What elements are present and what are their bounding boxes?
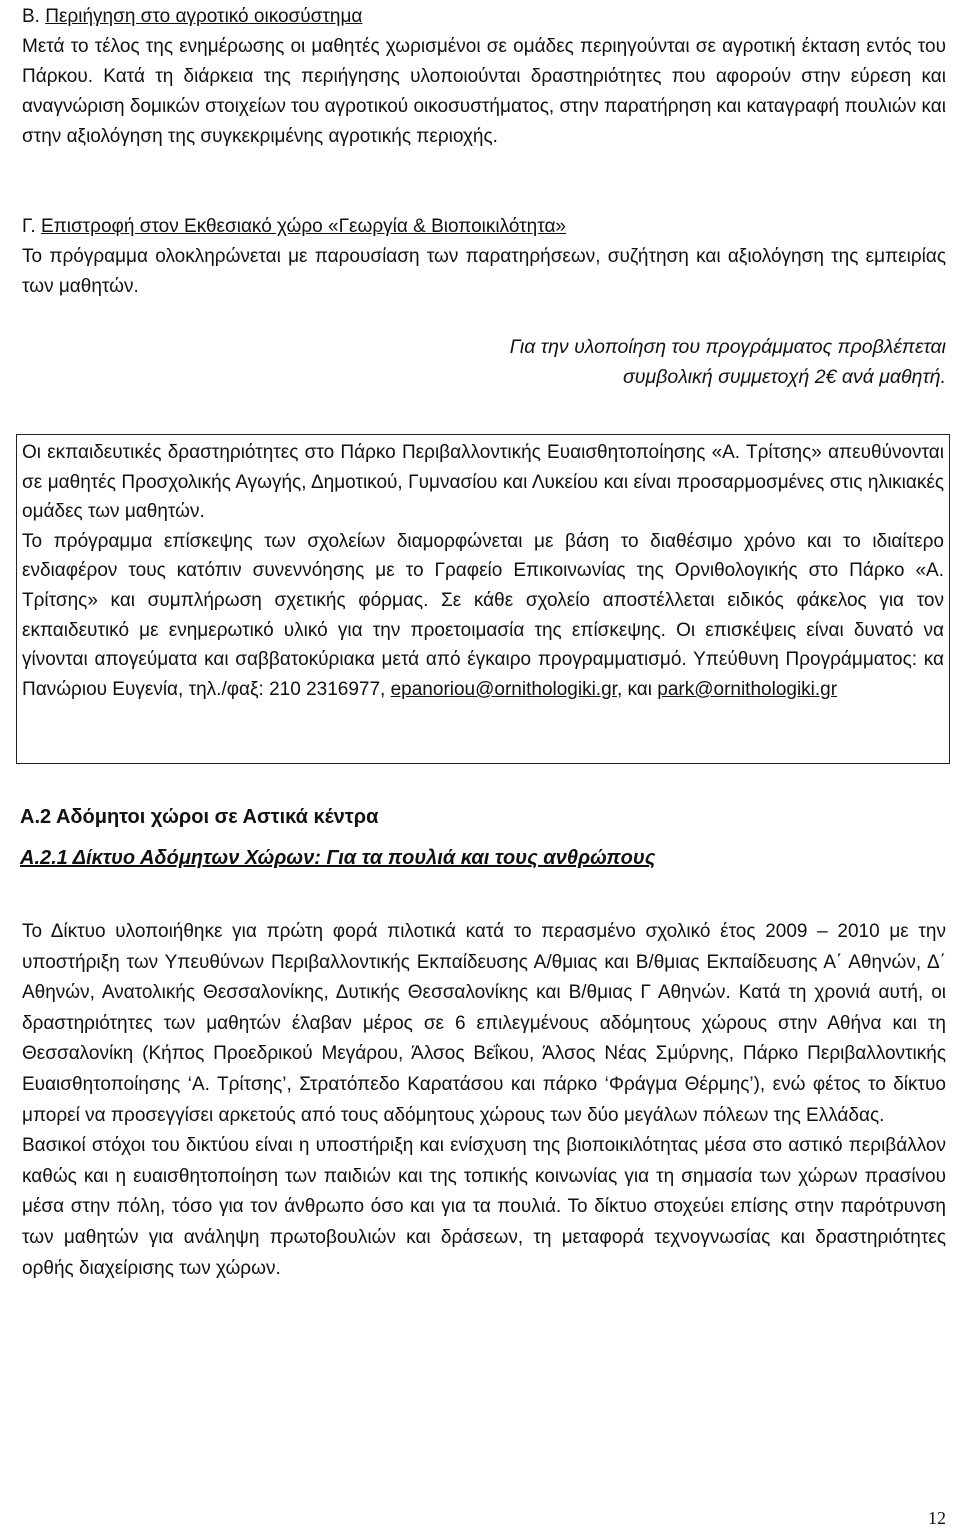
section-a21-para1: Το Δίκτυο υλοποιήθηκε για πρώτη φορά πιλοτικά κατά το περασμένο σχολικό έτος 2009 – 2010 με την υποστήριξη των Υπευθύνων Περιβαλλοντικής Εκπαίδευσης Α/θμιας και Β/θμιας Εκπαίδευσης Α΄ Αθηνών, Δ΄ Αθηνών, Ανατολικής Θεσσαλονίκης, Δυτικής Θεσσαλονίκης και Β/θμιας Γ Αθηνών. Κατά τη χρονιά αυτή, οι δραστηριότητες των μαθητών έλαβαν μέρος σε 6 επιλεγμένους αδόμητους χώρους στην Αθήνα και τη Θεσσαλονίκη (Κήπος Προεδρικού Μεγάρου, Άλσος Βεΐκου, Άλσος Νέας Σμύρνης, Πάρκο Περιβαλλοντικής Ευαισθητοποίησης ‘Α. Τρίτσης’, Στρατόπεδο Καρατάσου και πάρκο ‘Φράγμα Θέρμης’), ενώ φέτος το δίκτυο μπορεί να προσεγγίσει αρκετούς από τους αδόμητους χώρους των δύο μεγάλων πόλεων της Ελλάδας. — [22, 921, 946, 1126]
section-g-label: Γ. — [22, 216, 41, 237]
cost-note-line1: Για την υλοποίηση του προγράμματος προβλέπεται — [509, 336, 946, 358]
section-g — [22, 212, 946, 302]
cost-note — [510, 332, 946, 392]
section-b-heading — [22, 2, 946, 32]
section-g-body: Το πρόγραμμα ολοκληρώνεται με παρουσίαση των παρατηρήσεων, συζήτηση και αξιολόγηση της εμπειρίας των μαθητών. — [22, 246, 946, 297]
cost-note-line2: συμβολική συμμετοχή 2€ ανά μαθητή. — [623, 366, 946, 388]
info-para-program-text: Το πρόγραμμα επίσκεψης των σχολείων διαμορφώνεται με βάση το διαθέσιμο χρόνο και το ιδιαίτερο ενδιαφέρον τους κατόπιν συνεννόησης με το Γραφείο Επικοινωνίας της Ορνιθολογικής στο Πάρκο «Α. Τρίτσης» και συμπλήρωση σχετικής φόρμας. Σε κάθε σχολείο αποστέλλεται ειδικός φάκελος για τον εκπαιδευτικό με ενημερωτικό υλικό για την προετοιμασία της επίσκεψης. Οι επισκέψεις είναι δυνατό να γίνονται απογεύματα και σαββατοκύριακα μετά από έγκαιρο προγραμματισμό. Υπεύθυνη Προγράμματος: κα Πανώριου Ευγενία, τηλ./φαξ: 210 2316977, — [22, 530, 944, 700]
page-number: 12 — [928, 1508, 946, 1528]
email-link-epanoriou[interactable]: epanoriou@ornithologiki.gr — [390, 678, 617, 700]
section-g-heading — [22, 212, 946, 242]
section-b — [22, 2, 946, 152]
section-a21-body — [22, 917, 946, 1284]
section-a2-heading: Α.2 Αδόμητοι χώροι σε Αστικά κέντρα — [20, 806, 379, 828]
section-a21-para2: Βασικοί στόχοι του δικτύου είναι η υποστήριξη και ενίσχυση της βιοποικιλότητας μέσα στο αστικό περιβάλλον καθώς και η ευαισθητοποίηση των παιδιών και της τοπικής κοινωνίας για τη σημασία των χώρων πρασίνου μέσα στην πόλη, τόσο για τον άνθρωπο όσο και για τα πουλιά. Το δίκτυο στοχεύει επίσης στην παρότρυνση των μαθητών για ανάληψη πρωτοβουλιών και δράσεων, τη μεταφορά τεχνογνωσίας και δραστηριότητες ορθής διαχείρισης των χώρων. — [22, 1135, 946, 1279]
section-g-title: Επιστροφή στον Εκθεσιακό χώρο «Γεωργία & Βιοποικιλότητα» — [40, 216, 566, 237]
email-link-park[interactable]: park@ornithologiki.gr — [657, 678, 838, 700]
section-b-title: Περιήγηση στο αγροτικό οικοσύστημα — [45, 6, 363, 27]
info-para-audience: Οι εκπαιδευτικές δραστηριότητες στο Πάρκο Περιβαλλοντικής Ευαισθητοποίησης «Α. Τρίτσης» απευθύνονται σε μαθητές Προσχολικής Αγωγής, Δημοτικού, Γυμνασίου και Λυκείου και είναι προσαρμοσμένες στις ηλικιακές ομάδες των μαθητών. — [22, 442, 944, 523]
section-b-body: Μετά το τέλος της ενημέρωσης οι μαθητές χωρισμένοι σε ομάδες περιηγούνται σε αγροτική έκταση εντός του Πάρκου. Κατά τη διάρκεια της περιήγησης υλοποιούνται δραστηριότητες που αφορούν στην εύρεση και αναγνώριση δομικών στοιχείων του αγροτικού οικοσυστήματος, στην παρατήρηση και καταγραφή πουλιών και στην αξιολόγηση της συγκεκριμένης αγροτικής περιοχής. — [22, 36, 946, 147]
section-a21-heading: Α.2.1 Δίκτυο Αδόμητων Χώρων: Για τα πουλιά και τους ανθρώπους — [20, 847, 656, 869]
info-and-text: , και — [616, 678, 658, 700]
info-para-program — [22, 527, 944, 705]
section-b-label: Β. — [22, 6, 46, 27]
info-box — [16, 434, 950, 764]
